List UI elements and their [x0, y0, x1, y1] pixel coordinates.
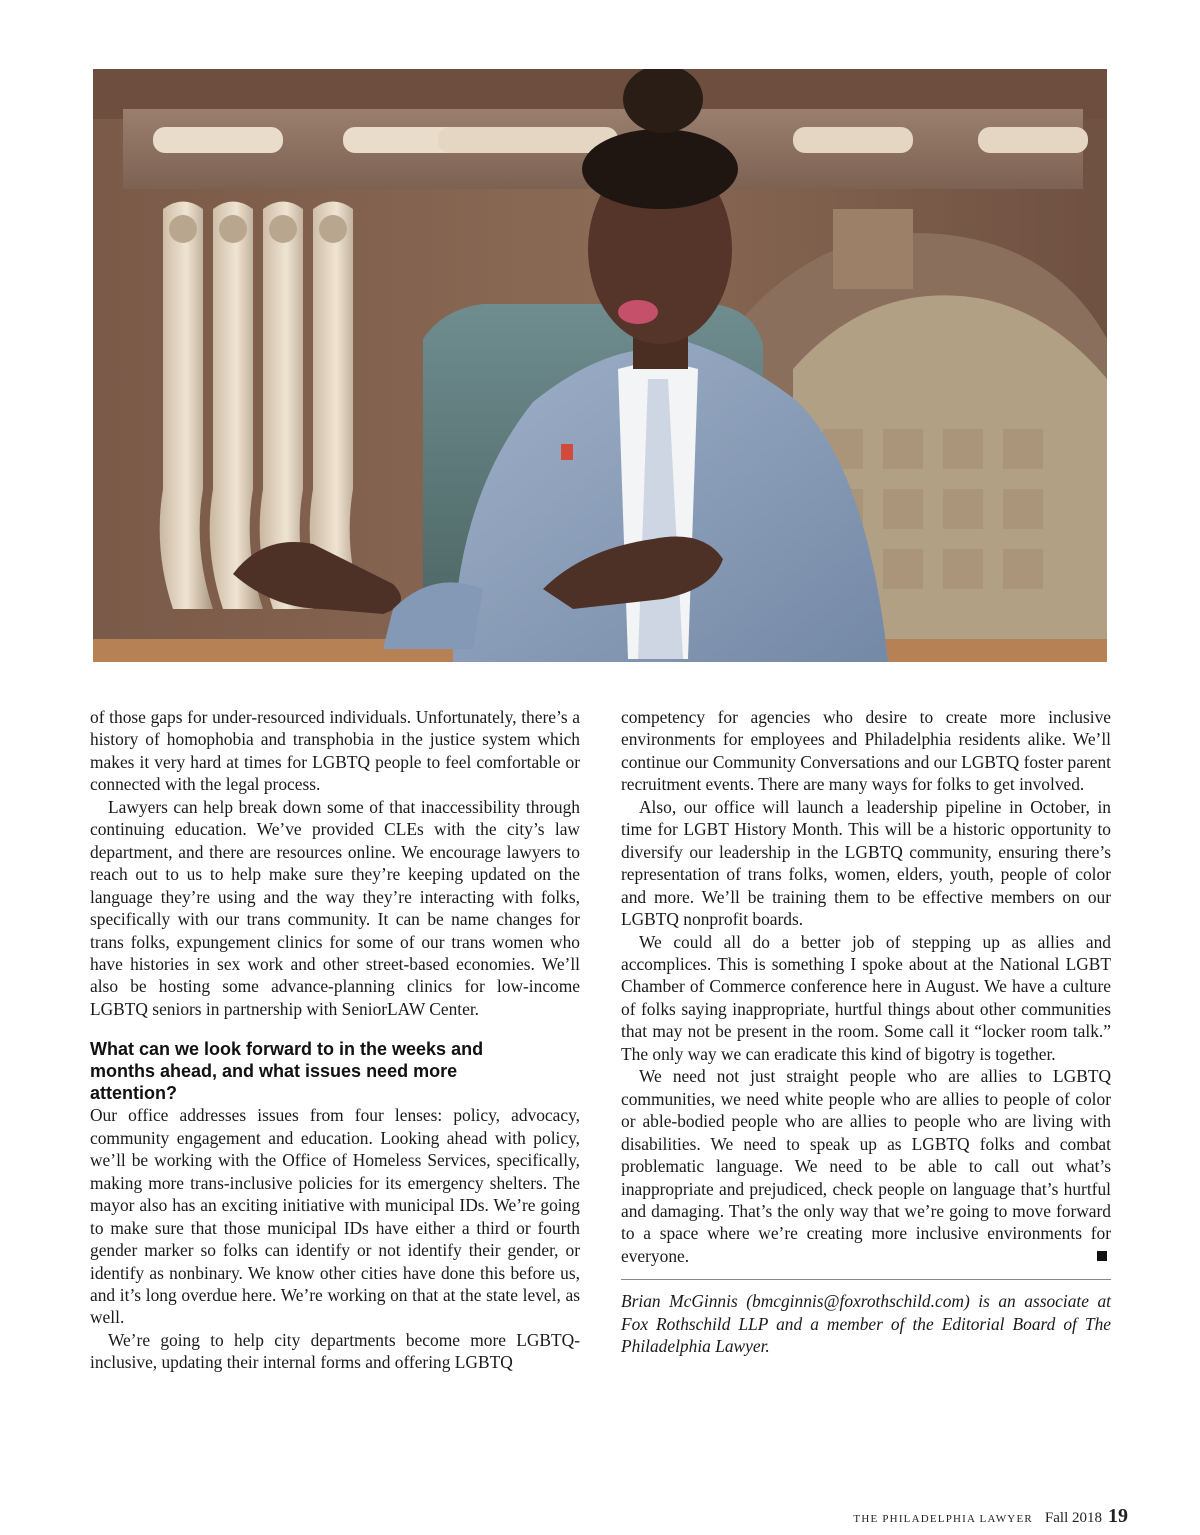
page-footer	[853, 1505, 1128, 1528]
body-paragraph: competency for agencies who desire to create more inclusive environments for employees and Philadelphia residents alike. We’ll continue our Community Conversations and our LGBTQ foster parent recruitment events. There are many ways for folks to get involved.	[621, 707, 1111, 795]
divider	[621, 1279, 1111, 1280]
body-paragraph: We could all do a better job of stepping up as allies and accomplices. This is something I spoke about at the National LGBT Chamber of Commerce conference here in August. We have a culture of folks saying inappropriate, hurtful things about other communities that may not be present in the room. Some call it “locker room talk.” The only way we can eradicate this kind of bigotry is together.	[621, 931, 1111, 1064]
page-number: 19	[1108, 1505, 1128, 1527]
feature-photo	[93, 69, 1107, 662]
end-of-article-mark	[1097, 1251, 1107, 1261]
closing-paragraph-text: We need not just straight people who are allies to LGBTQ communities, we need white people who are allies to people of color or able-bodied people who are allies to people who are living with disabilities. We need to speak up as LGBTQ folks and combat problematic language. We need to be able to call out what’s inappropriate and prejudiced, check people on language that’s hurtful and damaging. That’s the only way that we’re going to move forward to a space where we’re creating more inclusive environments for everyone.	[621, 1066, 1111, 1266]
issue-date: Fall 2018	[1044, 1510, 1102, 1526]
body-paragraph	[621, 1065, 1111, 1267]
photo-illustration	[93, 69, 1107, 662]
body-paragraph: Lawyers can help break down some of that inaccessibility through continuing education. We’ve provided CLEs with the city’s law department, and there are resources online. We encourage lawyers to reach out to us to help make sure they’re keeping updated on the language they’re using and the way they’re interacting with folks, specifically with our trans community. It can be name changes for trans folks, expungement clinics for some of our trans women who have histories in sex work and other street-based economies. We’ll also be hosting some advance-planning clinics for low-income LGBTQ seniors in partnership with SeniorLAW Center.	[90, 796, 580, 1019]
author-bio: Brian McGinnis (bmcginnis@foxrothschild.com) is an associate at Fox Rothschild LLP and a member of the Editorial Board of The Philadelphia Lawyer.	[621, 1291, 1111, 1357]
body-paragraph: Our office addresses issues from four lenses: policy, advocacy, community engagement and education. Looking ahead with policy, we’ll be working with the Office of Homeless Services, specifically, making more trans-inclusive policies for its emergency shelters. The mayor also has an exciting initiative with municipal IDs. We’re going to make sure that those municipal IDs have either a third or fourth gender marker so folks can identify or not identify their gender, or identify as nonbinary. We know other cities have done this before us, and it’s long overdue here. We’re working on that at the state level, as well.	[90, 1105, 580, 1328]
interview-question: What can we look forward to in the weeks and months ahead, and what issues need more attention?	[90, 1039, 484, 1104]
body-paragraph: Also, our office will launch a leadership pipeline in October, in time for LGBT History Month. This will be a historic opportunity to diversify our leadership in the LGBTQ community, ensuring there’s representation of trans folks, women, elders, youth, people of color and more. We’ll be training them to be effective members on our LGBTQ nonprofit boards.	[621, 796, 1111, 930]
body-paragraph: We’re going to help city departments become more LGBTQ-inclusive, updating their internal forms and offering LGBTQ	[90, 1329, 580, 1373]
left-column	[90, 706, 580, 1374]
right-column	[621, 706, 1111, 1358]
publication-name: THE PHILADELPHIA LAWYER	[853, 1513, 1033, 1525]
body-paragraph: of those gaps for under-resourced individuals. Unfortunately, there’s a history of homophobia and transphobia in the justice system which makes it very hard at times for LGBTQ people to feel comfortable or connected with the legal process.	[90, 707, 580, 795]
